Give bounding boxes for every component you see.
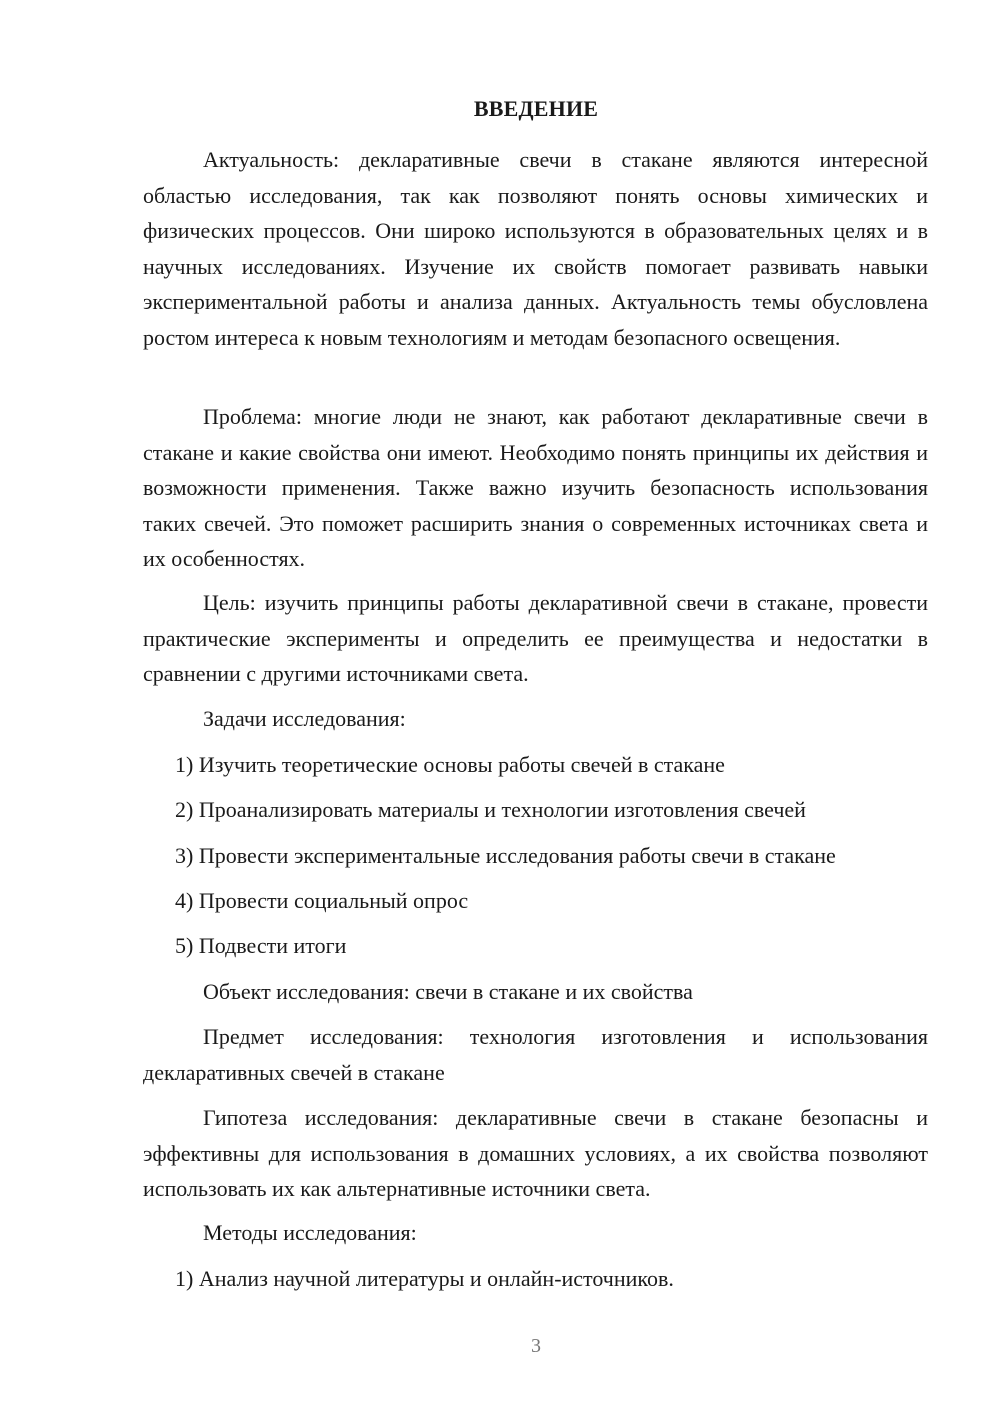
page-title: ВВЕДЕНИЕ (473, 96, 599, 121)
hypothesis-paragraph: Гипотеза исследования: декларативные свечи в стакане безопасны и эффективны для использования в домашних условиях, а их свойства позволяют использовать их как альтернативные источники света. (143, 1105, 928, 1201)
goal-paragraph: Цель: изучить принципы работы декларативной свечи в стакане, провести практические эксперименты и определить ее преимущества и недостатки в сравнении с другими источниками света. (143, 590, 928, 686)
tasks-heading: Задачи исследования: (203, 706, 406, 731)
task-item: 4) Провести социальный опрос (175, 888, 469, 913)
task-item: 2) Проанализировать материалы и технологии изготовления свечей (175, 797, 806, 822)
problem-paragraph: Проблема: многие люди не знают, как работают декларативные свечи в стакане и какие свойства они имеют. Необходимо понять принципы их действия и возможности применения. Также важно изучить безопасность использования таких свечей. Это поможет расширить знания о современных источниках света и их особенностях. (143, 404, 928, 571)
task-item: 3) Провести экспериментальные исследования работы свечи в стакане (175, 843, 836, 868)
methods-heading: Методы исследования: (203, 1220, 417, 1245)
object-line: Объект исследования: свечи в стакане и их свойства (203, 979, 693, 1004)
subject-paragraph: Предмет исследования: технология изготовления и использования декларативных свечей в стакане (143, 1024, 928, 1085)
page-number: 3 (531, 1335, 541, 1357)
task-item: 1) Изучить теоретические основы работы свечей в стакане (175, 752, 725, 777)
task-item: 5) Подвести итоги (175, 933, 347, 958)
method-item: 1) Анализ научной литературы и онлайн-источников. (175, 1266, 674, 1291)
relevance-paragraph: Актуальность: декларативные свечи в стакане являются интересной областью исследования, так как позволяют понять основы химических и физических процессов. Они широко используются в образовательных целях и в научных исследованиях. Изучение их свойств помогает развивать навыки экспериментальной работы и анализа данных. Актуальность темы обусловлена ростом интереса к новым технологиям и методам безопасного освещения. (143, 147, 928, 350)
